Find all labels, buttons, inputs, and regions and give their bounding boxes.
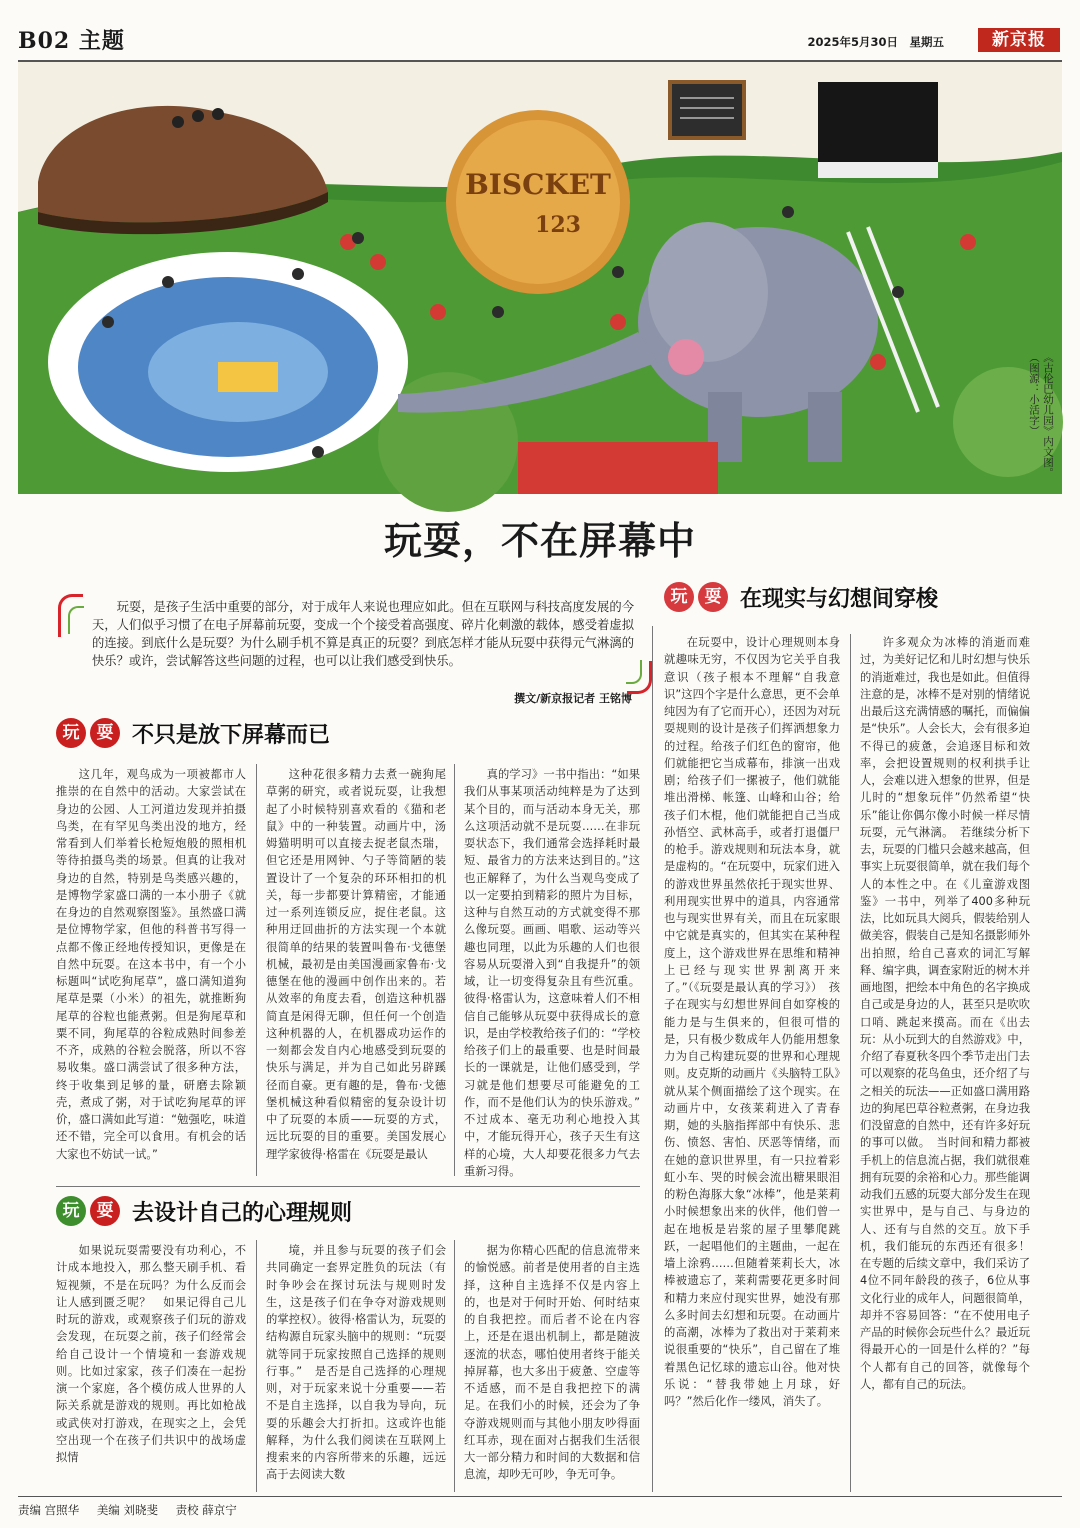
section-badge: 耍 <box>90 718 120 748</box>
page-section-code: B02 主题 <box>18 28 125 54</box>
headline: 玩耍，不在屏幕中 <box>383 518 696 563</box>
paragraph: 境，并且参与玩耍的孩子们会共同确定一套界定胜负的玩法（有时争吵会在探讨玩法与规则时发生，这是孩子们在争夺对游戏规则的掌控权）。彼得·格雷认为，玩耍的结构源自玩家头脑中的规则：“玩耍就等同于玩家按照自己选择的规则行事。” 是否是自己选择的心理规则，对于玩家来说十分重要——若不是自主选择，以自我为导向，玩耍的乐趣会大打折扣。这或许也能解释，为什么我们阅读在互联网上搜索来的内容所带来的乐趣，远远高于去阅读大数 <box>266 1244 446 1482</box>
footer-credits <box>18 1502 251 1518</box>
section-badge: 耍 <box>90 1196 120 1226</box>
page-header <box>18 22 1062 60</box>
intro-box <box>92 598 634 706</box>
section-2-column-2 <box>266 1242 446 1494</box>
footer-divider <box>18 1496 1062 1497</box>
section-heading-3 <box>664 580 938 614</box>
section-3-column-2 <box>860 634 1042 1494</box>
section-title: 在现实与幻想间穿梭 <box>740 585 939 612</box>
section-1-column-3 <box>464 766 652 1178</box>
section-title: 不只是放下屏幕而已 <box>132 721 331 748</box>
biscuit-sign-number: 123 <box>535 212 581 238</box>
bracket-decoration <box>68 606 84 634</box>
paragraph: 这几年，观鸟成为一项被都市人推崇的在自然中的活动。大家尝试在身边的公园、人工河道边发现并拍摄鸟类，在有罕见鸟类出没的地方，经常看到人们举着长枪短炮般的照相机等待拍摄鸟类的场景。但真的让我对身边的自然，特别是鸟类感兴趣的，是博物学家盛口满的一本小册子《就在身边的自然观察图鉴》。虽然盛口满是位博物学家，但他的科普书写得一点都不像正经地传授知识，更像是在自然中玩耍。在这本书中，有一个小标题叫“试吃狗尾草”，盛口满知道狗尾草是粟（小米）的祖先，就推断狗尾草的谷粒也能煮粥。但是狗尾草和粟不同，狗尾草的谷粒成熟时间参差不齐，成熟的谷粒会脱落，所以不容易收集。盛口满尝试了很多种方法，终于收集到足够的量，研磨去除颖壳，煮成了粥，对于试吃狗尾草的评价，盛口满如此写道：“勉强吃，味道还不错，完全可以食用。有机会的话大家也不妨试一试。” <box>56 768 246 1161</box>
section-badge: 耍 <box>698 582 728 612</box>
red-car <box>518 442 718 494</box>
publication-date: 2025年5月30日 星期五 <box>807 35 944 49</box>
section-1-column-1 <box>56 766 246 1178</box>
section-title: 去设计自己的心理规则 <box>132 1199 353 1226</box>
paragraph: 据为你精心匹配的信息流带来的愉悦感。前者是使用者的自主选择，这种自主选择不仅是内容上的，也是对于何时开始、何时结束的自我把控。而后者不论在内容上，还是在退出机制上，都是随波逐流的状态，哪怕使用者终于能关掉屏幕，也大多出于疲惫、空虚等不适感，而不是自我把控下的满足。在我们小的时候，还会为了争夺游戏规则而与其他小朋友吵得面红耳赤，现在面对占据我们生活很大一部分精力和时间的大数据和信息流，却吵无可吵，争无可争。 <box>464 1244 640 1482</box>
intro-text: 玩耍，是孩子生活中重要的部分，对于成年人来说也理应如此。但在互联网与科技高度发展的今天，人们似乎习惯了在电子屏幕前玩耍，变成一个个接受着高强度、碎片化刺激的载体，感受着虚拟的连接。到底什么是玩耍？为什么刷手机不算是真正的玩耍？到底怎样才能从玩耍中获得元气淋漓的快乐？或许，尝试解答这些问题的过程，也可以让我们感受到快乐。 <box>92 600 634 668</box>
column-divider <box>454 764 455 1176</box>
biscuit-sign-text: BISCKET <box>465 168 611 201</box>
column-divider <box>652 626 653 1492</box>
music-board <box>670 82 744 138</box>
column-divider <box>454 1240 455 1492</box>
newspaper-logo: 新京报 <box>978 28 1060 52</box>
section-2-column-1 <box>56 1242 246 1494</box>
column-divider <box>256 764 257 1176</box>
column-divider <box>850 634 851 1492</box>
illustration-drawing <box>18 62 1062 494</box>
section-badge: 玩 <box>56 1196 86 1226</box>
editor-credit: 责编 宫照华 <box>18 1503 80 1517</box>
section-2-column-3 <box>464 1242 640 1494</box>
section-badge: 玩 <box>664 582 694 612</box>
section-heading-1 <box>56 716 330 750</box>
proofreader-credit: 责校 薛京宁 <box>175 1503 237 1517</box>
bracket-decoration <box>626 660 642 684</box>
paragraph: 许多观众为冰棒的消逝而难过，为美好记忆和儿时幻想与快乐的消逝难过，我也是如此。但值得注意的是，冰棒不是对别的情绪说出最后这充满情感的嘱托，而偏偏是“快乐”。人会长大，会有很多迫不得已的疲惫，会追逐目标和效率，会把设置规则的权利拱手让人，会难以进入想象的世界，但是儿时的“想象玩伴”仍然希望“快乐”能让你偶尔像小时候一样尽情玩耍，元气淋漓。 若继续分析下去，玩耍的门槛只会越来越高，但事实上玩耍很简单，就在我们每个人的本性之中。在《儿童游戏图鉴》一书中，列举了400多种玩法，比如玩具大阅兵，假装给别人做美容，假装自己是知名摄影师外出拍照，给自己喜欢的词汇写解释、编字典，调查家附近的树木并画地图，把绘本中角色的名字换成自己或是身边的人，甚至只是吹吹口哨、跳起来摸高。而在《出去玩：从小玩到大的自然游戏》中，介绍了春夏秋冬四个季节走出门去可以观察的花鸟鱼虫，还介绍了与之相关的玩法——正如盛口满用路边的狗尾巴草谷粒煮粥，在身边我们没留意的自然中，还有许多好玩的事可以做。 当时间和精力都被手机上的信息流占据，我们就很难拥有玩耍的余裕和心力。那些能调动我们五感的玩耍大部分发生在现实世界中，是与自己、与身边的人、还有与自然的交互。放下手机，我们能玩的东西还有很多！ 在专题的后续文章中，我们采访了4位不同年龄段的孩子，6位从事文化行业的成年人，问题很简单，却并不容易回答：“在不使用电子产品的时候你会玩些什么？最近玩得最开心的一回是什么样的？”每个人都有自己的回答，就像每个人，都有自己的玩法。 <box>860 636 1042 1391</box>
section-divider <box>56 1186 640 1187</box>
paragraph: 这种花很多精力去煮一碗狗尾草粥的研究，或者说玩耍，让我想起了小时候特别喜欢看的《猫和老鼠》中的一种装置。动画片中，汤姆猫明明可以直接去捉老鼠杰瑞，但它还是用网钟、勺子等简陋的装置设计了一个复杂的环环相扣的机关，每一步都要计算精密，才能通过一系列连锁反应，捉住老鼠。这种用迂回曲折的方法实现一个本就很简单的结果的装置叫鲁布·戈德堡机械，最初是由美国漫画家鲁布·戈德堡在他的漫画中创作出来的。若从效率的角度去看，创造这种机器简直是闲得无聊，但任何一个创造这种机器的人，在机器成功运作的一刻都会发自内心地感受到玩耍的快乐与满足，并为自己如此另辟蹊径而自豪。更有趣的是，鲁布·戈德堡机械这种看似精密的复杂设计切中了玩耍的本质——玩耍的方式，远比玩耍的目的重要。美国发展心理学家彼得·格雷在《玩耍是最认 <box>266 768 446 1161</box>
piano <box>818 82 938 162</box>
byline: 撰文/新京报记者 王铭博 <box>514 692 632 705</box>
section-1-column-2 <box>266 766 446 1178</box>
column-divider <box>256 1240 257 1492</box>
paragraph: 真的学习》一书中指出：“如果我们从事某项活动纯粹是为了达到某个目的，而与活动本身无关，那么这项活动就不是玩耍……在非玩耍状态下，我们通常会选择耗时最短、最省力的方法来达到目的。”这也正解释了，为什么当观鸟变成了以一定要拍到精彩的照片为目标，这种与自然互动的方式就变得不那么像玩耍。画画、唱歌、运动等兴趣也同理，以此为乐趣的人们也很容易从玩耍滑入到“自我提升”的领域，让一切变得复杂且有些沉重。彼得·格雷认为，这意味着人们不相信自己能够从玩耍中获得成长的意识，是由学校教给孩子们的：“学校给孩子们上的最重要、也是时间最长的一课就是，让他们感受到，学习就是他们想要尽可能避免的工作，而不是他们认为的快乐游戏。” 不过成本、毫无功利心地投入其中，才能玩得开心，孩子天生有这样的心境，大人却要花很多力气去重新习得。 <box>464 768 652 1178</box>
paragraph: 在玩耍中，设计心理规则本身就趣味无穷，不仅因为它关乎自我意识（孩子根本不理解“自我意识”这四个字是什么意思，更不会单纯因为有了它而开心），还因为对玩耍规则的设计是孩子们挥洒想象力的过程。给孩子们红色的窗帘，他们就能把它当成幕布，排演一出戏剧；给孩子们一摞被子，他们就能堆出滑梯、帐篷、山峰和山谷；给孩子们木棍，他们就能把自己当成孙悟空、武林高手，或者打退僵尸的枪手。游戏规则和玩法本身，就是虚构的。“在玩耍中，玩家们进入的游戏世界虽然依托于现实世界、利用现实世界中的道具，内容通常也与现实世界有关，而且在玩家眼中它就是真实的，但其实在某种程度上，这个游戏世界在思维和精神上已经与现实世界割离开来了。”（《玩耍是最认真的学习》） 孩子在现实与幻想世界间自如穿梭的能力是与生俱来的，但很可惜的是，只有极少数成年人仍能用想象力为自己构建玩耍的世界和心理规则。皮克斯的动画片《头脑特工队》就从某个侧面描绘了这个现实。在动画片中，女孩莱莉进入了青春期，她的头脑指挥部中有快乐、悲伤、愤怒、害怕、厌恶等情绪，而在她的意识世界里，有一只拉着彩虹小车、哭的时候会流出糖果眼泪的粉色海豚大象“冰棒”，他是莱莉小时候想象出来的伙伴，他们曾一起在地板是岩浆的屋子里攀爬跳跃，一起唱他们的主题曲，一起在墙上涂鸦……但随着莱莉长大，冰棒被遗忘了，莱莉需要花更多时间和精力来应付现实世界，她没有那么多时间去幻想和玩耍。在动画片的高潮，冰棒为了救出对于莱莉来说很重要的“快乐”，自己留在了堆着黑色记忆球的遗忘山谷。他对快乐说：“替我带她上月球，好吗？”然后化作一缕风，消失了。 <box>664 636 840 1408</box>
section-heading-2 <box>56 1194 352 1228</box>
section-3-column-1 <box>664 634 840 1494</box>
paragraph: 如果说玩耍需要没有功利心，不计成本地投入，那么整天刷手机、看短视频，不是在玩吗？为什么反而会让人感到匮乏呢？ 如果记得自己儿时玩的游戏，或观察孩子们玩的游戏会发现，在玩耍之前，孩子们经常会给自己设计一个情境和一套游戏规则。比如过家家，孩子们凑在一起扮演一个家庭，各个模仿成人世界的人际关系就是游戏的规则。再比如枪战或武侠对打游戏，在现实之上，会凭空出现一个在孩子们共识中的战场虚拟情 <box>56 1244 246 1464</box>
section-badge: 玩 <box>56 718 86 748</box>
illustration-caption: 《古伦巴幼儿园》内文图。（图源：小活字） <box>1028 352 1054 478</box>
art-editor-credit: 美编 刘晓斐 <box>96 1503 158 1517</box>
illustration <box>18 62 1062 494</box>
